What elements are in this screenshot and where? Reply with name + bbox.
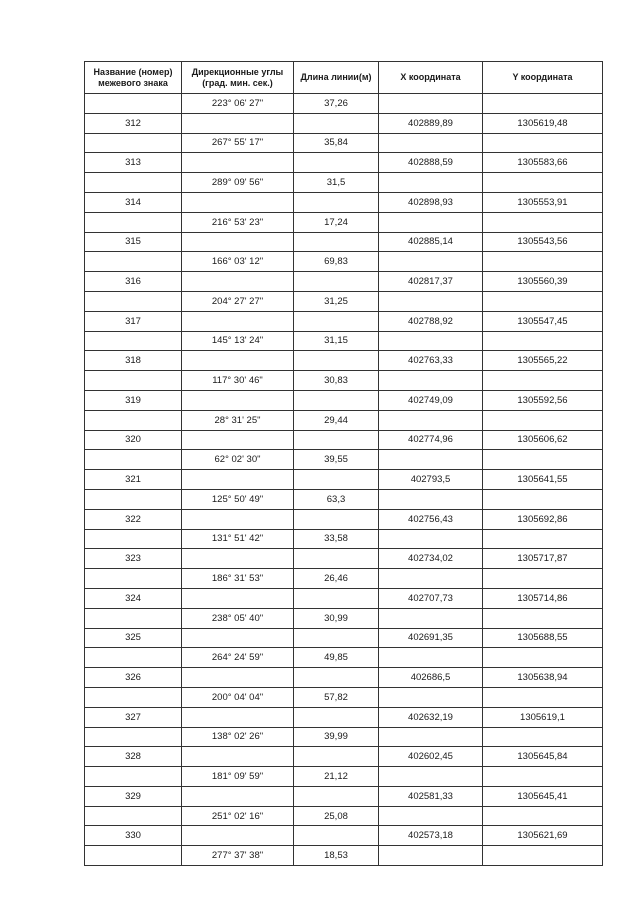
x-coordinate-cell: 402898,93 (379, 192, 483, 212)
table-row (85, 549, 603, 569)
directional-angle-cell: 62° 02' 30" (182, 450, 294, 470)
directional-angle-cell: 238° 05' 40" (182, 608, 294, 628)
table-row (85, 173, 603, 193)
y-coordinate-cell (483, 212, 603, 232)
line-length-cell (294, 588, 379, 608)
x-coordinate-cell: 402774,96 (379, 430, 483, 450)
marker-name-cell (85, 727, 182, 747)
y-coordinate-cell: 1305638,94 (483, 668, 603, 688)
line-length-cell (294, 747, 379, 767)
table-row (85, 153, 603, 173)
line-length-cell: 18,53 (294, 846, 379, 866)
table-row (85, 232, 603, 252)
table-row (85, 608, 603, 628)
y-coordinate-cell (483, 489, 603, 509)
y-coordinate-cell (483, 331, 603, 351)
marker-name-cell (85, 846, 182, 866)
line-length-cell: 69,83 (294, 252, 379, 272)
marker-name-cell: 325 (85, 628, 182, 648)
y-coordinate-cell (483, 687, 603, 707)
table-row (85, 113, 603, 133)
marker-name-cell (85, 331, 182, 351)
x-coordinate-cell: 402707,73 (379, 588, 483, 608)
document-page (84, 61, 603, 866)
directional-angle-cell (182, 113, 294, 133)
marker-name-cell (85, 450, 182, 470)
table-row (85, 94, 603, 114)
y-coordinate-cell (483, 94, 603, 114)
header-directional-angle: Дирекционные углы (град. мин. сек.) (182, 62, 294, 94)
marker-name-cell: 321 (85, 470, 182, 490)
marker-name-cell (85, 94, 182, 114)
marker-name-cell (85, 529, 182, 549)
x-coordinate-cell: 402788,92 (379, 311, 483, 331)
line-length-cell: 37,26 (294, 94, 379, 114)
table-row (85, 133, 603, 153)
y-coordinate-cell (483, 371, 603, 391)
y-coordinate-cell (483, 727, 603, 747)
x-coordinate-cell: 402573,18 (379, 826, 483, 846)
table-row (85, 331, 603, 351)
directional-angle-cell: 200° 04' 04" (182, 687, 294, 707)
marker-name-cell: 312 (85, 113, 182, 133)
line-length-cell: 31,25 (294, 291, 379, 311)
y-coordinate-cell (483, 252, 603, 272)
directional-angle-cell (182, 311, 294, 331)
x-coordinate-cell: 402756,43 (379, 509, 483, 529)
x-coordinate-cell: 402691,35 (379, 628, 483, 648)
table-row (85, 192, 603, 212)
line-length-cell (294, 628, 379, 648)
x-coordinate-cell: 402749,09 (379, 390, 483, 410)
directional-angle-cell: 223° 06' 27" (182, 94, 294, 114)
y-coordinate-cell: 1305560,39 (483, 272, 603, 292)
directional-angle-cell (182, 390, 294, 410)
line-length-cell: 30,83 (294, 371, 379, 391)
table-row (85, 806, 603, 826)
marker-name-cell: 324 (85, 588, 182, 608)
header-x-coordinate: X координата (379, 62, 483, 94)
table-header (85, 62, 603, 94)
marker-name-cell: 316 (85, 272, 182, 292)
line-length-cell: 29,44 (294, 410, 379, 430)
marker-name-cell (85, 133, 182, 153)
marker-name-cell (85, 173, 182, 193)
y-coordinate-cell (483, 846, 603, 866)
table-row (85, 747, 603, 767)
table-row (85, 529, 603, 549)
x-coordinate-cell: 402602,45 (379, 747, 483, 767)
line-length-cell (294, 153, 379, 173)
x-coordinate-cell (379, 767, 483, 787)
directional-angle-cell: 186° 31' 53" (182, 569, 294, 589)
table-row (85, 767, 603, 787)
directional-angle-cell (182, 470, 294, 490)
line-length-cell (294, 430, 379, 450)
line-length-cell: 35,84 (294, 133, 379, 153)
marker-name-cell (85, 371, 182, 391)
directional-angle-cell: 117° 30' 46" (182, 371, 294, 391)
table-row (85, 648, 603, 668)
x-coordinate-cell (379, 291, 483, 311)
y-coordinate-cell (483, 133, 603, 153)
y-coordinate-cell: 1305619,48 (483, 113, 603, 133)
x-coordinate-cell (379, 94, 483, 114)
y-coordinate-cell (483, 173, 603, 193)
line-length-cell: 17,24 (294, 212, 379, 232)
directional-angle-cell (182, 153, 294, 173)
table-row (85, 212, 603, 232)
y-coordinate-cell: 1305553,91 (483, 192, 603, 212)
table-row (85, 390, 603, 410)
directional-angle-cell: 251° 02' 16" (182, 806, 294, 826)
marker-name-cell (85, 687, 182, 707)
table-row (85, 509, 603, 529)
table-row (85, 430, 603, 450)
y-coordinate-cell (483, 608, 603, 628)
y-coordinate-cell: 1305645,84 (483, 747, 603, 767)
header-marker-name: Название (номер) межевого знака (85, 62, 182, 94)
marker-name-cell: 318 (85, 351, 182, 371)
table-row (85, 351, 603, 371)
x-coordinate-cell (379, 173, 483, 193)
x-coordinate-cell (379, 410, 483, 430)
directional-angle-cell: 145° 13' 24" (182, 331, 294, 351)
line-length-cell (294, 192, 379, 212)
x-coordinate-cell (379, 727, 483, 747)
x-coordinate-cell: 402581,33 (379, 786, 483, 806)
x-coordinate-cell: 402763,33 (379, 351, 483, 371)
directional-angle-cell: 166° 03' 12" (182, 252, 294, 272)
marker-name-cell: 330 (85, 826, 182, 846)
header-row (85, 62, 603, 94)
line-length-cell (294, 113, 379, 133)
marker-name-cell: 327 (85, 707, 182, 727)
y-coordinate-cell: 1305583,66 (483, 153, 603, 173)
table-row (85, 628, 603, 648)
table-row (85, 489, 603, 509)
directional-angle-cell (182, 588, 294, 608)
y-coordinate-cell (483, 529, 603, 549)
table-row (85, 311, 603, 331)
directional-angle-cell (182, 351, 294, 371)
directional-angle-cell: 181° 09' 59" (182, 767, 294, 787)
marker-name-cell: 319 (85, 390, 182, 410)
marker-name-cell: 313 (85, 153, 182, 173)
x-coordinate-cell (379, 648, 483, 668)
line-length-cell (294, 707, 379, 727)
marker-name-cell: 323 (85, 549, 182, 569)
y-coordinate-cell (483, 767, 603, 787)
x-coordinate-cell: 402888,59 (379, 153, 483, 173)
marker-name-cell: 326 (85, 668, 182, 688)
table-body (85, 94, 603, 866)
x-coordinate-cell (379, 371, 483, 391)
x-coordinate-cell (379, 608, 483, 628)
table-row (85, 569, 603, 589)
y-coordinate-cell: 1305565,22 (483, 351, 603, 371)
line-length-cell (294, 509, 379, 529)
directional-angle-cell: 28° 31' 25" (182, 410, 294, 430)
table-row (85, 826, 603, 846)
table-row (85, 252, 603, 272)
marker-name-cell: 314 (85, 192, 182, 212)
line-length-cell: 31,15 (294, 331, 379, 351)
line-length-cell (294, 311, 379, 331)
line-length-cell: 30,99 (294, 608, 379, 628)
table-row (85, 588, 603, 608)
header-line-length: Длина линии(м) (294, 62, 379, 94)
directional-angle-cell: 264° 24' 59" (182, 648, 294, 668)
line-length-cell (294, 470, 379, 490)
header-y-coordinate: Y координата (483, 62, 603, 94)
directional-angle-cell: 138° 02' 26" (182, 727, 294, 747)
marker-name-cell: 322 (85, 509, 182, 529)
directional-angle-cell: 289° 09' 56" (182, 173, 294, 193)
line-length-cell (294, 668, 379, 688)
line-length-cell (294, 272, 379, 292)
table-row (85, 371, 603, 391)
directional-angle-cell (182, 826, 294, 846)
marker-name-cell: 329 (85, 786, 182, 806)
directional-angle-cell: 125° 50' 49" (182, 489, 294, 509)
y-coordinate-cell: 1305619,1 (483, 707, 603, 727)
table-row (85, 272, 603, 292)
x-coordinate-cell (379, 331, 483, 351)
line-length-cell: 33,58 (294, 529, 379, 549)
directional-angle-cell (182, 509, 294, 529)
x-coordinate-cell (379, 133, 483, 153)
y-coordinate-cell (483, 648, 603, 668)
x-coordinate-cell: 402734,02 (379, 549, 483, 569)
marker-name-cell (85, 489, 182, 509)
line-length-cell: 26,46 (294, 569, 379, 589)
table-row (85, 846, 603, 866)
table-row (85, 470, 603, 490)
marker-name-cell: 317 (85, 311, 182, 331)
y-coordinate-cell: 1305543,56 (483, 232, 603, 252)
marker-name-cell (85, 608, 182, 628)
y-coordinate-cell: 1305592,56 (483, 390, 603, 410)
marker-name-cell: 320 (85, 430, 182, 450)
y-coordinate-cell: 1305621,69 (483, 826, 603, 846)
x-coordinate-cell (379, 450, 483, 470)
x-coordinate-cell (379, 529, 483, 549)
directional-angle-cell (182, 747, 294, 767)
line-length-cell (294, 549, 379, 569)
line-length-cell: 25,08 (294, 806, 379, 826)
y-coordinate-cell (483, 806, 603, 826)
x-coordinate-cell: 402632,19 (379, 707, 483, 727)
y-coordinate-cell: 1305547,45 (483, 311, 603, 331)
directional-angle-cell (182, 430, 294, 450)
marker-name-cell (85, 252, 182, 272)
directional-angle-cell (182, 549, 294, 569)
boundary-coordinates-table (84, 61, 603, 866)
y-coordinate-cell: 1305645,41 (483, 786, 603, 806)
marker-name-cell (85, 291, 182, 311)
x-coordinate-cell (379, 252, 483, 272)
line-length-cell (294, 826, 379, 846)
line-length-cell (294, 390, 379, 410)
y-coordinate-cell: 1305688,55 (483, 628, 603, 648)
directional-angle-cell (182, 707, 294, 727)
x-coordinate-cell (379, 489, 483, 509)
y-coordinate-cell: 1305717,87 (483, 549, 603, 569)
y-coordinate-cell (483, 450, 603, 470)
table-row (85, 291, 603, 311)
table-row (85, 707, 603, 727)
line-length-cell: 21,12 (294, 767, 379, 787)
table-row (85, 786, 603, 806)
directional-angle-cell: 216° 53' 23" (182, 212, 294, 232)
directional-angle-cell: 277° 37' 38" (182, 846, 294, 866)
marker-name-cell (85, 569, 182, 589)
directional-angle-cell (182, 232, 294, 252)
y-coordinate-cell: 1305606,62 (483, 430, 603, 450)
table-row (85, 727, 603, 747)
directional-angle-cell: 204° 27' 27" (182, 291, 294, 311)
line-length-cell: 31,5 (294, 173, 379, 193)
x-coordinate-cell (379, 687, 483, 707)
marker-name-cell (85, 212, 182, 232)
directional-angle-cell (182, 628, 294, 648)
x-coordinate-cell: 402885,14 (379, 232, 483, 252)
x-coordinate-cell: 402889,89 (379, 113, 483, 133)
x-coordinate-cell (379, 846, 483, 866)
directional-angle-cell (182, 786, 294, 806)
y-coordinate-cell (483, 291, 603, 311)
line-length-cell (294, 351, 379, 371)
y-coordinate-cell (483, 569, 603, 589)
x-coordinate-cell (379, 806, 483, 826)
x-coordinate-cell: 402686,5 (379, 668, 483, 688)
marker-name-cell: 315 (85, 232, 182, 252)
marker-name-cell (85, 806, 182, 826)
marker-name-cell: 328 (85, 747, 182, 767)
y-coordinate-cell: 1305692,86 (483, 509, 603, 529)
x-coordinate-cell: 402793,5 (379, 470, 483, 490)
table-row (85, 410, 603, 430)
table-row (85, 450, 603, 470)
line-length-cell: 57,82 (294, 687, 379, 707)
directional-angle-cell: 267° 55' 17" (182, 133, 294, 153)
y-coordinate-cell (483, 410, 603, 430)
line-length-cell (294, 232, 379, 252)
table-row (85, 687, 603, 707)
y-coordinate-cell: 1305641,55 (483, 470, 603, 490)
directional-angle-cell: 131° 51' 42" (182, 529, 294, 549)
directional-angle-cell (182, 272, 294, 292)
directional-angle-cell (182, 668, 294, 688)
directional-angle-cell (182, 192, 294, 212)
table-row (85, 668, 603, 688)
y-coordinate-cell: 1305714,86 (483, 588, 603, 608)
marker-name-cell (85, 410, 182, 430)
line-length-cell: 39,55 (294, 450, 379, 470)
line-length-cell (294, 786, 379, 806)
marker-name-cell (85, 767, 182, 787)
x-coordinate-cell: 402817,37 (379, 272, 483, 292)
x-coordinate-cell (379, 212, 483, 232)
line-length-cell: 39,99 (294, 727, 379, 747)
x-coordinate-cell (379, 569, 483, 589)
line-length-cell: 63,3 (294, 489, 379, 509)
marker-name-cell (85, 648, 182, 668)
line-length-cell: 49,85 (294, 648, 379, 668)
